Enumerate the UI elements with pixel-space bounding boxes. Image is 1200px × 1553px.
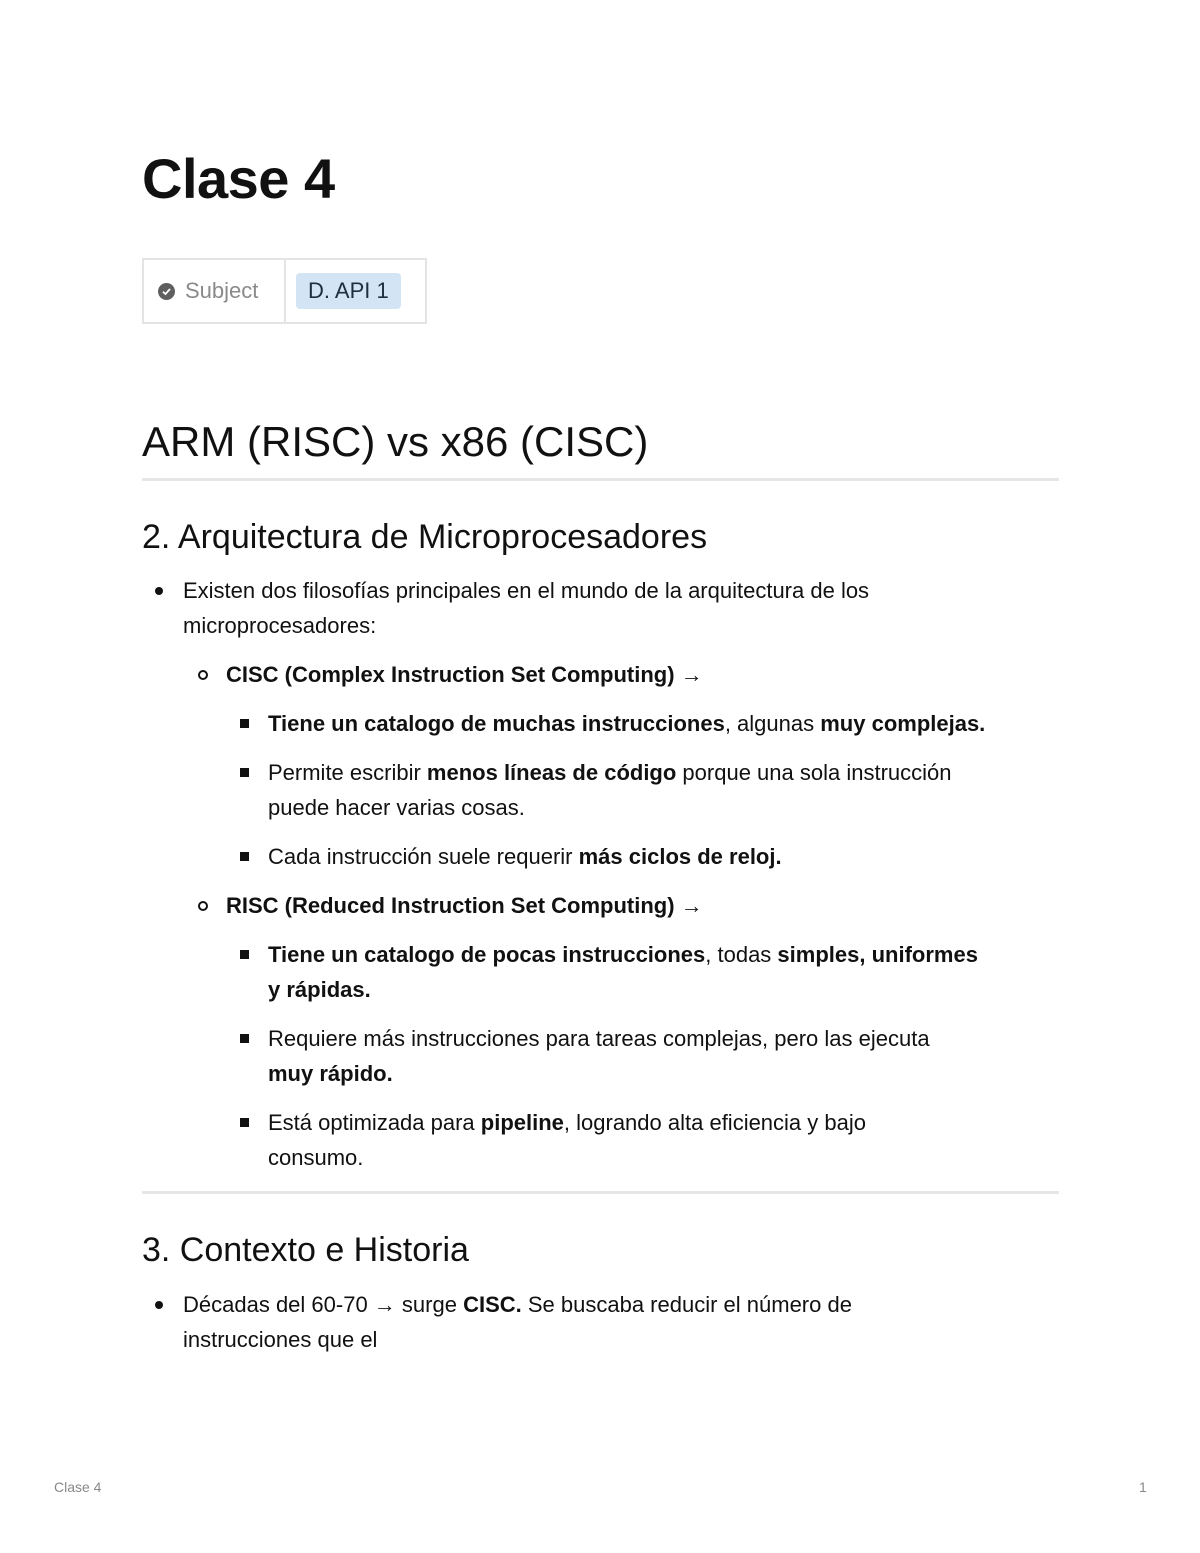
section-heading-architecture: 2. Arquitectura de Microprocesadores xyxy=(142,518,708,556)
list-item: Tiene un catalogo de muchas instrucciones, algunas muy complejas. xyxy=(142,706,1059,741)
check-circle-icon xyxy=(158,283,175,300)
bullet-disc xyxy=(155,1301,163,1309)
list-item: Décadas del 60-70 → surge CISC. Se buscaba reducir el número de instrucciones que el xyxy=(142,1287,1059,1357)
property-subject xyxy=(144,260,286,322)
subject-tag[interactable]: D. API 1 xyxy=(296,273,401,309)
list-item-risc: RISC (Reduced Instruction Set Computing) → xyxy=(142,888,1059,923)
divider xyxy=(142,478,1059,481)
bullet-square xyxy=(240,768,249,777)
footer-page-number: 1 xyxy=(1139,1479,1147,1495)
bullet-square xyxy=(240,950,249,959)
footer-doc-name: Clase 4 xyxy=(54,1479,102,1495)
bullet-circle xyxy=(198,670,208,680)
list-item: Cada instrucción suele requerir más ciclos de reloj. xyxy=(142,839,1059,874)
main-heading: ARM (RISC) vs x86 (CISC) xyxy=(142,418,649,465)
bullet-disc xyxy=(155,587,163,595)
bullet-circle xyxy=(198,901,208,911)
list-item: Tiene un catalogo de pocas instrucciones, todas simples, uniformes y rápidas. xyxy=(142,937,1059,1007)
list-item: Existen dos filosofías principales en el mundo de la arquitectura de los microprocesadores: xyxy=(142,573,1059,643)
property-label: Subject xyxy=(185,278,259,303)
architecture-list xyxy=(142,573,1059,1175)
property-value-cell[interactable] xyxy=(286,260,425,322)
list-item: Está optimizada para pipeline, logrando alta eficiencia y bajo consumo. xyxy=(142,1105,1059,1175)
list-item: Permite escribir menos líneas de código porque una sola instrucción puede hacer varias cosas. xyxy=(142,755,1059,825)
list-item: Requiere más instrucciones para tareas complejas, pero las ejecuta muy rápido. xyxy=(142,1021,1059,1091)
section-heading-history: 3. Contexto e Historia xyxy=(142,1231,469,1269)
page-title: Clase 4 xyxy=(142,147,335,210)
bullet-square xyxy=(240,1034,249,1043)
properties-table xyxy=(142,258,427,324)
divider xyxy=(142,1191,1059,1194)
bullet-square xyxy=(240,719,249,728)
bullet-square xyxy=(240,852,249,861)
history-list xyxy=(142,1287,1059,1357)
list-item-cisc: CISC (Complex Instruction Set Computing) → xyxy=(142,657,1059,692)
bullet-square xyxy=(240,1118,249,1127)
